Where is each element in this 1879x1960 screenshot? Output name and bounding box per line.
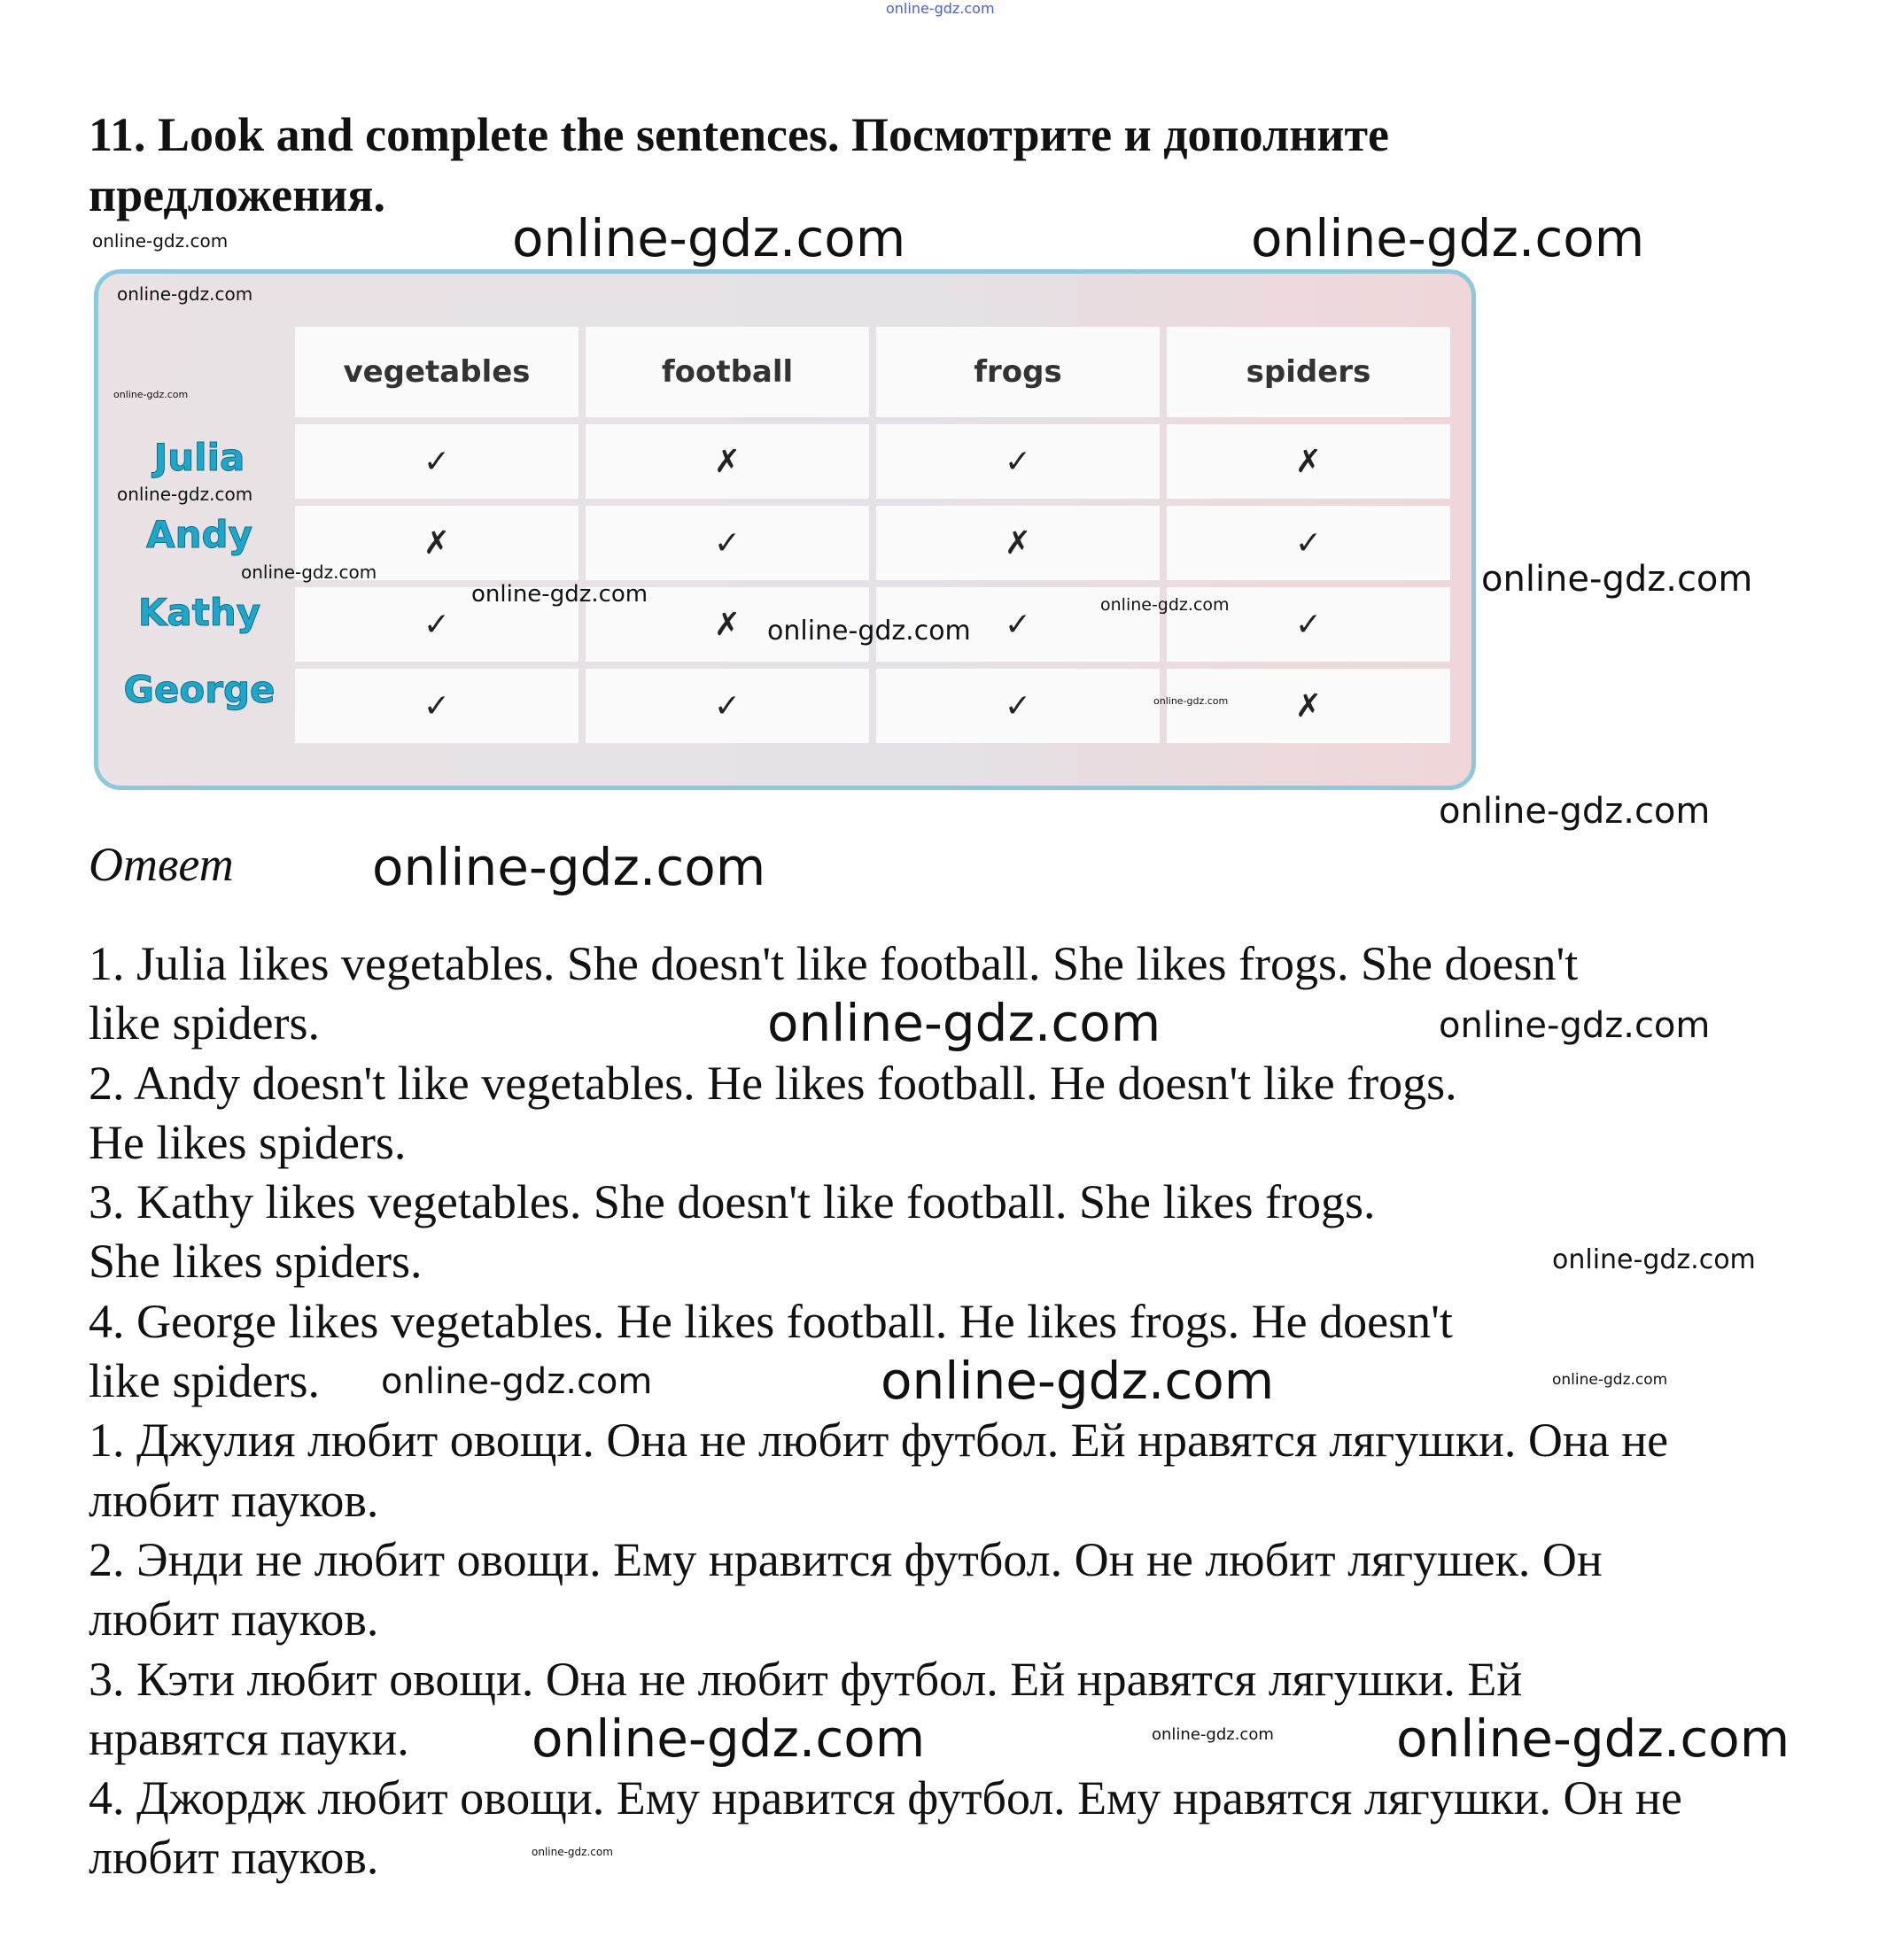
watermark: online-gdz.com <box>1100 595 1230 615</box>
watermark: online-gdz.com <box>117 484 253 505</box>
watermark: online-gdz.com <box>381 1361 653 1402</box>
watermark: online-gdz.com <box>767 993 1161 1053</box>
watermark: online-gdz.com <box>1481 559 1753 600</box>
answer-line: нравятся пауки. <box>89 1711 409 1765</box>
column-header: football <box>586 327 869 417</box>
watermark: online-gdz.com <box>1552 1371 1668 1389</box>
row-name-andy: Andy <box>146 513 252 556</box>
watermark: online-gdz.com <box>113 389 189 400</box>
mark-cell: ✗ <box>586 587 869 662</box>
title-line-1: 11. Look and complete the sentences. Посмотрите и дополните <box>89 108 1389 161</box>
mark-cell: ✓ <box>876 424 1160 499</box>
watermark: online-gdz.com <box>1152 1725 1274 1744</box>
mark-cell: ✗ <box>1167 424 1450 499</box>
watermark: online-gdz.com <box>241 562 377 583</box>
watermark: online-gdz.com <box>532 1846 613 1858</box>
answer-line: 3. Кэти любит овощи. Она не любит футбол. Ей нравятся лягушки. Ей <box>89 1652 1523 1706</box>
watermark: online-gdz.com <box>881 1351 1275 1411</box>
watermark: online-gdz.com <box>1439 791 1711 832</box>
mark-cell: ✗ <box>586 424 869 499</box>
task-title <box>89 105 1595 225</box>
answer-line: He likes spiders. <box>89 1115 407 1169</box>
answer-line: 2. Энди не любит овощи. Ему нравится футбол. Он не любит лягушек. Он <box>89 1532 1603 1586</box>
watermark: online-gdz.com <box>117 283 253 305</box>
answer-line: любит пауков. <box>89 1592 379 1646</box>
watermark: online-gdz.com <box>1439 1005 1711 1046</box>
answer-label: Ответ <box>89 838 234 891</box>
row-name-kathy: Kathy <box>137 591 261 634</box>
mark-cell: ✓ <box>586 669 869 743</box>
mark-cell: ✓ <box>1167 587 1450 662</box>
mark-cell: ✓ <box>295 587 578 662</box>
title-line-2: предложения. <box>89 168 386 221</box>
watermark: online-gdz.com <box>1396 1708 1790 1769</box>
column-header: frogs <box>876 327 1160 417</box>
column-header: spiders <box>1167 327 1450 417</box>
likes-grid <box>295 327 1450 743</box>
watermark: online-gdz.com <box>532 1708 926 1769</box>
watermark: online-gdz.com <box>372 837 766 897</box>
mark-cell: ✗ <box>295 506 578 580</box>
answer-line: любит пауков. <box>89 1473 379 1527</box>
mark-cell: ✓ <box>1167 506 1450 580</box>
mark-cell: ✓ <box>295 424 578 499</box>
row-name-julia: Julia <box>153 436 245 479</box>
watermark: online-gdz.com <box>767 616 971 647</box>
header-watermark: online-gdz.com <box>886 0 995 17</box>
likes-table-image <box>94 269 1476 790</box>
mark-cell: ✓ <box>586 506 869 580</box>
watermark: online-gdz.com <box>1552 1244 1756 1275</box>
column-header: vegetables <box>295 327 578 417</box>
answer-line: like spiders. <box>89 996 320 1050</box>
mark-cell: ✓ <box>876 669 1160 743</box>
mark-cell: ✗ <box>1167 669 1450 743</box>
mark-cell: ✓ <box>295 669 578 743</box>
answer-line: 1. Julia likes vegetables. She doesn't like football. She likes frogs. She doesn't <box>89 937 1579 990</box>
watermark: online-gdz.com <box>471 581 648 608</box>
answer-line: like spiders. <box>89 1354 320 1408</box>
answer-line: 3. Kathy likes vegetables. She doesn't like football. She likes frogs. <box>89 1175 1376 1229</box>
row-name-george: George <box>123 668 276 711</box>
answer-line: She likes spiders. <box>89 1235 423 1289</box>
watermark: online-gdz.com <box>512 208 906 268</box>
watermark: online-gdz.com <box>1251 208 1645 268</box>
answer-line: 4. Джордж любит овощи. Ему нравится футбол. Ему нравятся лягушки. Он не <box>89 1771 1682 1825</box>
answer-line: 4. George likes vegetables. He likes football. He likes frogs. He doesn't <box>89 1294 1453 1348</box>
mark-cell: ✗ <box>876 506 1160 580</box>
answer-line: 2. Andy doesn't like vegetables. He likes football. He doesn't like frogs. <box>89 1056 1457 1110</box>
mark-cell: ✓ <box>876 587 1160 662</box>
answer-line: любит пауков. <box>89 1831 379 1885</box>
watermark: online-gdz.com <box>92 230 229 252</box>
answer-line: 1. Джулия любит овощи. Она не любит футбол. Ей нравятся лягушки. Она не <box>89 1414 1669 1468</box>
watermark: online-gdz.com <box>1153 695 1229 707</box>
